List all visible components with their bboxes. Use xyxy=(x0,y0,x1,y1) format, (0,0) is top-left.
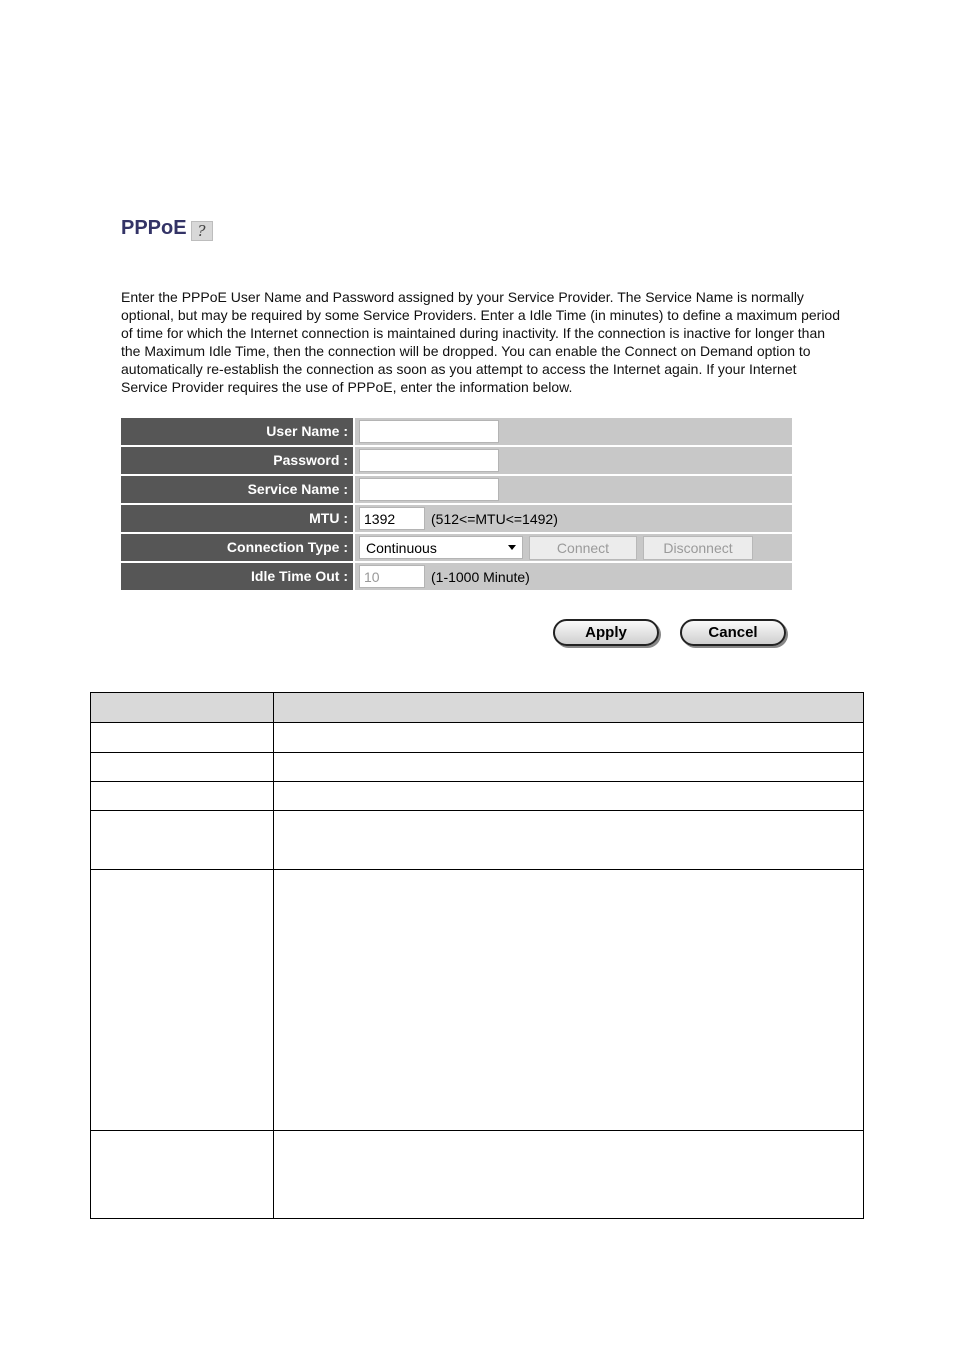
table-header-row xyxy=(91,693,864,723)
table-row xyxy=(91,870,864,1131)
connection-type-selected: Continuous xyxy=(366,539,437,556)
form-row-service-name xyxy=(121,476,792,503)
table-row xyxy=(91,1131,864,1219)
mtu-input[interactable] xyxy=(359,507,425,530)
service-name-input[interactable] xyxy=(359,478,499,501)
user-name-label: User Name : xyxy=(121,418,355,445)
form-row-idle-time-out xyxy=(121,563,792,590)
chevron-down-icon xyxy=(508,545,516,550)
page-title: PPPoE xyxy=(121,216,187,239)
page-description: Enter the PPPoE User Name and Password assigned by your Service Provider. The Service Name is normally optional, but may be required by some Service Providers. Enter a Idle Time (in minutes) to define a maximum period of time for which the Internet connection is maintained during inactivity. If the connection is inactive for longer than the Maximum Idle Time, then the connection will be dropped. You can enable the Connect on Demand option to automatically re-establish the connection as soon as you attempt to access the Internet again. If your Internet Service Provider requires the use of PPPoE, enter the information below. xyxy=(121,289,840,395)
mtu-label: MTU : xyxy=(121,505,355,532)
form-row-connection-type xyxy=(121,534,792,561)
table-row xyxy=(91,782,864,811)
connection-type-label: Connection Type : xyxy=(121,534,355,561)
form-row-user-name xyxy=(121,418,792,445)
page-title-area xyxy=(121,214,213,242)
cancel-button[interactable]: Cancel xyxy=(680,619,786,646)
password-label: Password : xyxy=(121,447,355,474)
disconnect-button[interactable]: Disconnect xyxy=(643,536,753,560)
table-row xyxy=(91,753,864,782)
apply-button[interactable]: Apply xyxy=(553,619,659,646)
password-input[interactable] xyxy=(359,449,499,472)
form-row-password xyxy=(121,447,792,474)
description-table xyxy=(90,692,864,1219)
pppoe-form xyxy=(121,418,792,592)
mtu-hint: (512<=MTU<=1492) xyxy=(431,510,558,527)
service-name-label: Service Name : xyxy=(121,476,355,503)
idle-time-out-hint: (1-1000 Minute) xyxy=(431,568,530,585)
user-name-input[interactable] xyxy=(359,420,499,443)
connect-button[interactable]: Connect xyxy=(529,536,637,560)
table-row xyxy=(91,723,864,753)
form-row-mtu xyxy=(121,505,792,532)
help-icon[interactable]: ? xyxy=(191,221,213,241)
idle-time-out-input[interactable] xyxy=(359,565,425,588)
table-row xyxy=(91,811,864,870)
idle-time-out-label: Idle Time Out : xyxy=(121,563,355,590)
connection-type-select[interactable] xyxy=(359,536,523,559)
